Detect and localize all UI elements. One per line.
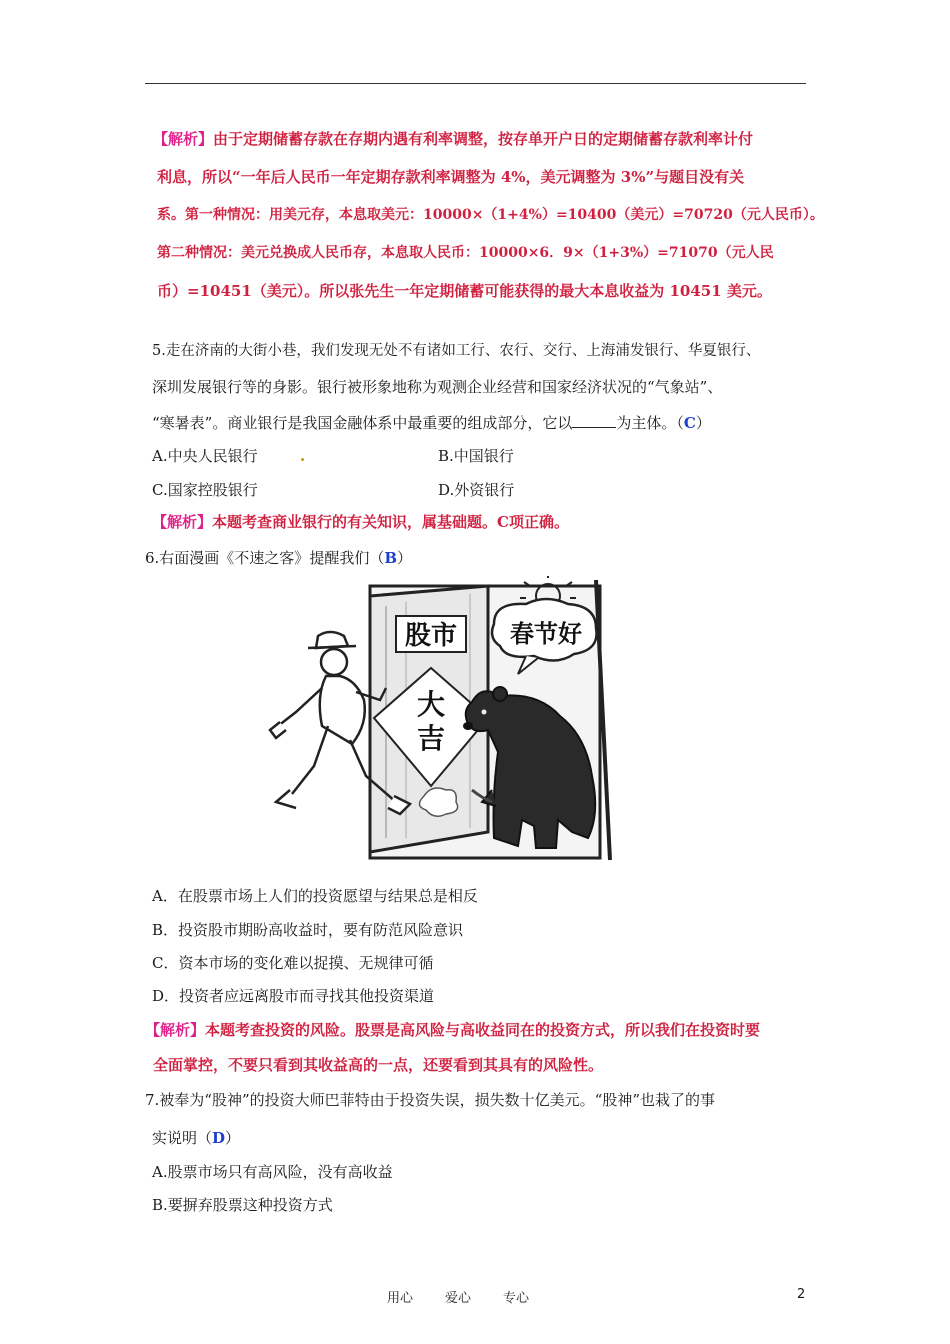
- q6-option-b: B．投资股市期盼高收益时，要有防范风险意识: [152, 921, 464, 939]
- q5-option-a: A.中央人民银行: [152, 447, 258, 465]
- analysis-tag: 【解析】: [153, 130, 214, 148]
- answer-blank: [572, 413, 616, 428]
- diamond-char-top: 大: [416, 688, 446, 721]
- q6-option-c: C．资本市场的变化难以捉摸、无规律可循: [152, 954, 434, 972]
- diamond-char-bottom: 吉: [416, 722, 446, 755]
- analysis4-line5: 币）=10451（美元）。所以张先生一年定期储蓄可能获得的最大本息收益为 10451 美元。: [157, 282, 772, 300]
- q5-stem-line1: 5.走在济南的大街小巷，我们发现无处不有诸如工行、农行、交行、上海浦发银行、华夏银行、: [152, 343, 761, 359]
- q5-answer: C: [683, 414, 696, 432]
- q5-option-b: B.中国银行: [438, 447, 514, 465]
- analysis4-line3: 系。第一种情况：用美元存，本息取美元：10000×（1+4%）=10400（美元）=70720（元人民币）。: [157, 207, 824, 223]
- q5-option-c: C.国家控股银行: [152, 481, 258, 499]
- footer-motto-1: 用心: [387, 1291, 414, 1306]
- q5-stem-line2: 深圳发展银行等的身影。银行被形象地称为观测企业经营和国家经济状况的“气象站”、: [152, 378, 723, 396]
- analysis4-line1: 【解析】由于定期储蓄存款在存期内遇有利率调整，按存单开户日的定期储蓄存款利率计付: [153, 130, 754, 148]
- q6-analysis-line1: 【解析】本题考查投资的风险。股票是高风险与高收益同在的投资方式，所以我们在投资时要: [145, 1021, 761, 1039]
- analysis-tag: 【解析】: [152, 513, 213, 531]
- q7-option-b: B.要摒弃股票这种投资方式: [152, 1196, 333, 1214]
- q6-answer: B: [384, 549, 398, 567]
- cartoon-uninvited-guest: [256, 576, 614, 862]
- header-rule: [145, 83, 806, 84]
- q7-option-a: A.股票市场只有高风险，没有高收益: [152, 1163, 393, 1181]
- q6-analysis-line2: 全面掌控，不要只看到其收益高的一点，还要看到其具有的风险性。: [153, 1056, 604, 1074]
- footer-motto-2: 爱心: [445, 1291, 472, 1306]
- q7-answer: D: [212, 1129, 226, 1147]
- footer-motto-3: 专心: [503, 1291, 530, 1306]
- q7-stem-line1: 7.被奉为“股神”的投资大师巴菲特由于投资失误，损失数十亿美元。“股神”也栽了的事: [145, 1091, 715, 1109]
- door-sign-text: 股市: [404, 621, 458, 651]
- q6-option-a: A．在股票市场上人们的投资愿望与结果总是相反: [152, 887, 478, 905]
- stray-dot: [301, 458, 304, 461]
- page-number: 2: [797, 1287, 806, 1302]
- q5-analysis: 【解析】本题考查商业银行的有关知识，属基础题。C项正确。: [152, 513, 569, 531]
- q5-stem-line3: “寒暑表”。商业银行是我国金融体系中最重要的组成部分，它以 为主体。（C）: [152, 414, 711, 432]
- q7-stem-line2: 实说明（D）: [152, 1129, 241, 1147]
- analysis-tag: 【解析】: [145, 1021, 206, 1039]
- q6-option-d: D．投资者应远离股市而寻找其他投资渠道: [152, 987, 435, 1005]
- q6-stem: 6.右面漫画《不速之客》提醒我们（B）: [145, 549, 413, 567]
- q5-option-d: D.外资银行: [438, 481, 515, 499]
- analysis4-line2: 利息，所以“一年后人民币一年定期存款利率调整为 4%，美元调整为 3%”与题目没有关: [157, 168, 745, 186]
- speech-bubble-text: 春节好: [510, 620, 582, 648]
- analysis4-line4: 第二种情况：美元兑换成人民币存，本息取人民币：10000×6．9×（1+3%）=71070（元人民: [157, 245, 774, 261]
